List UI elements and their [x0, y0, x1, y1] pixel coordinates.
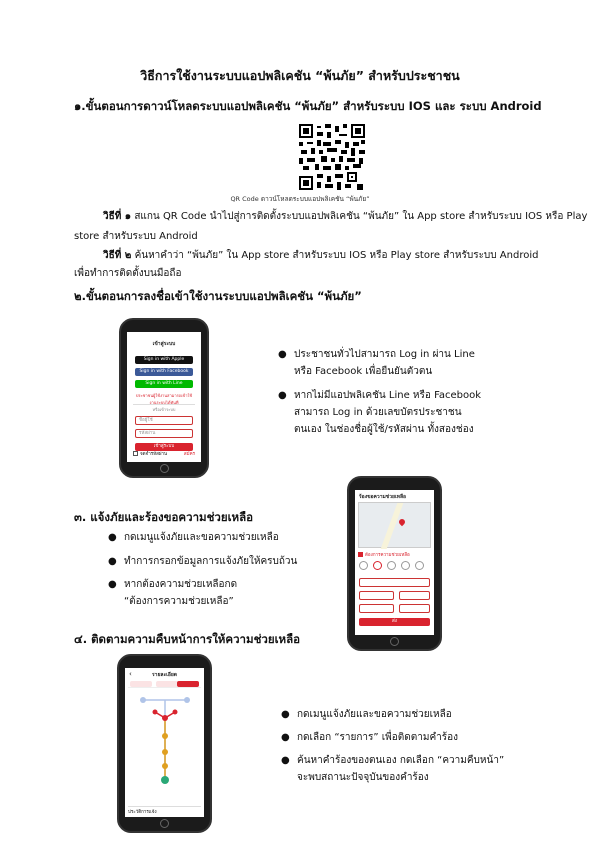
help-label: ต้องการความช่วยเหลือ	[365, 553, 410, 558]
method2-text: ค้นหาคำว่า “พ้นภัย” ใน App store สำหรับระบบ IOS หรือ Play store สำหรับระบบ Android	[131, 250, 539, 261]
timeline-node	[162, 749, 168, 755]
home-button	[390, 637, 399, 646]
timeline-node-current	[161, 776, 169, 784]
bullet-line: หากต้องความช่วยเหลือกด	[124, 579, 238, 590]
disaster-type-icon[interactable]	[387, 561, 396, 570]
timeline-node	[162, 715, 168, 721]
remember-label: จดจำรหัสผ่าน	[140, 452, 168, 457]
bullet-line: กดเมนูแจ้งภัยและขอความช่วยเหลือ	[297, 709, 452, 720]
progress-screen	[125, 668, 204, 817]
map-pin-icon	[398, 518, 406, 526]
disaster-type-icon[interactable]	[373, 561, 382, 570]
facebook-signin-button[interactable]: Sign in with Facebook	[135, 368, 193, 376]
bullet-dot: ●	[278, 390, 287, 401]
progress-footer[interactable]: ประวัติการแจ้ง	[128, 806, 201, 814]
bullet-dot: ●	[281, 732, 290, 743]
bullet-line: ทำการกรอกข้อมูลการแจ้งภัยให้ครบถ้วน	[124, 556, 298, 567]
method1-line1	[103, 208, 587, 225]
bullet-line: “ต้องการความช่วยเหลือ”	[124, 596, 234, 607]
report-map[interactable]	[358, 502, 431, 548]
apple-signin-button[interactable]: Sign in with Apple	[135, 356, 193, 364]
progress-timeline	[125, 690, 204, 790]
section4-heading: ๔. ติดตามความคืบหน้าการให้ความช่วยเหลือ	[74, 632, 301, 646]
progress-tabs	[128, 681, 201, 688]
report-field[interactable]	[359, 578, 430, 587]
method2-line1	[103, 247, 538, 264]
section4-bullet-1	[281, 706, 452, 723]
section2-bullet-2	[278, 387, 482, 438]
login-screen-title: เข้าสู่ระบบ	[152, 341, 176, 347]
register-link[interactable]: สมัคร	[183, 452, 195, 457]
method2-label: วิธีที่ ๒	[103, 250, 132, 261]
bullet-line: จะพบสถานะปัจจุบันของคำร้อง	[297, 772, 429, 783]
remember-checkbox[interactable]	[133, 451, 138, 456]
method1-line2: store สำหรับระบบ Android	[74, 231, 198, 242]
home-button	[160, 464, 169, 473]
report-field[interactable]	[359, 604, 394, 613]
timeline-node	[184, 697, 190, 703]
section2-heading: ๒.ขั้นตอนการลงชื่อเข้าใช้งานระบบแอปพลิเคชัน “พ้นภัย”	[74, 289, 362, 303]
section3-bullet-2	[108, 553, 298, 570]
disaster-type-icon[interactable]	[401, 561, 410, 570]
line-signin-button[interactable]: Sign in with Line	[135, 380, 193, 388]
bullet-line: สามารถ Log in ด้วยเลขบัตรประชาชน	[294, 407, 462, 418]
bullet-line: หรือ Facebook เพื่อยืนยันตัวตน	[294, 366, 433, 377]
login-divider: หรือเข้าระบบ	[133, 404, 195, 413]
login-notice: ประชาชนผู้ใช้งานสามารถเข้าใช้งานระบบได้ทันที	[135, 393, 193, 405]
login-screen	[127, 332, 201, 462]
bullet-dot: ●	[281, 755, 290, 766]
report-screen-title: ร้องขอความช่วยเหลือ	[359, 494, 407, 500]
report-screen	[355, 490, 434, 635]
timeline-node	[173, 710, 178, 715]
report-phone-mockup	[347, 476, 442, 651]
method1-text: สแกน QR Code นำไปสู่การติดตั้งระบบแอปพลิเคชัน “พ้นภัย” ใน App store สำหรับระบบ IOS หรือ Play	[131, 211, 588, 222]
section4-bullet-3	[281, 752, 505, 786]
timeline-node	[140, 697, 146, 703]
timeline-node	[162, 763, 168, 769]
timeline-node	[153, 710, 158, 715]
progress-tab[interactable]	[156, 681, 178, 687]
section2-bullet-1	[278, 346, 475, 380]
username-field[interactable]: ชื่อผู้ใช้	[135, 416, 193, 425]
bullet-line: ตนเอง ในช่องชื่อผู้ใช้/รหัสผ่าน ทั้งสองช่อง	[294, 424, 474, 435]
bullet-line: กดเมนูแจ้งภัยและขอความช่วยเหลือ	[124, 532, 279, 543]
progress-screen-title: รายละเอียด	[151, 672, 178, 678]
bullet-line: ประชาชนทั่วไปสามารถ Log in ผ่าน Line	[294, 349, 475, 360]
bullet-dot: ●	[108, 532, 117, 543]
bullet-dot: ●	[281, 709, 290, 720]
bullet-line: หากไม่มีแอปพลิเคชัน Line หรือ Facebook	[294, 390, 482, 401]
bullet-dot: ●	[108, 579, 117, 590]
help-checkbox[interactable]	[358, 552, 363, 557]
method1-label: วิธีที่ ๑	[103, 211, 132, 222]
progress-tab[interactable]	[130, 681, 152, 687]
progress-tab-active[interactable]	[177, 681, 199, 687]
section4-bullet-2	[281, 729, 459, 746]
bullet-dot: ●	[108, 556, 117, 567]
bullet-dot: ●	[278, 349, 287, 360]
bullet-line: ค้นหาคำร้องของตนเอง กดเลือก “ความคืบหน้า”	[297, 755, 505, 766]
report-time-field[interactable]	[399, 591, 430, 600]
qr-caption: QR Code ดาวน์โหลดระบบแอปพลิเคชัน “พ้นภัย”	[230, 195, 370, 203]
login-button[interactable]: เข้าสู่ระบบ	[135, 443, 193, 451]
back-arrow-icon[interactable]: ‹	[129, 670, 132, 678]
section3-bullet-1	[108, 529, 279, 546]
qr-code[interactable]	[299, 124, 365, 190]
bullet-line: กดเลือก “รายการ” เพื่อติดตามคำร้อง	[297, 732, 459, 743]
password-field[interactable]: รหัสผ่าน	[135, 429, 193, 438]
report-field[interactable]	[399, 604, 430, 613]
report-date-field[interactable]	[359, 591, 394, 600]
login-phone-mockup	[119, 318, 209, 478]
disaster-type-icon[interactable]	[415, 561, 424, 570]
section3-heading: ๓. แจ้งภัยและร้องขอความช่วยเหลือ	[74, 510, 254, 524]
progress-phone-mockup	[117, 654, 212, 833]
section1-heading: ๑.ขั้นตอนการดาวน์โหลดระบบแอปพลิเคชัน “พ้นภัย” สำหรับระบบ IOS และ ระบบ Android	[74, 99, 542, 113]
page-title: วิธีการใช้งานระบบแอปพลิเคชัน “พ้นภัย” สำหรับประชาชน	[140, 68, 460, 83]
home-button	[160, 819, 169, 828]
section3-bullet-3	[108, 576, 238, 610]
disaster-type-icons	[359, 561, 430, 572]
disaster-type-icon[interactable]	[359, 561, 368, 570]
timeline-node	[162, 733, 168, 739]
report-submit-button[interactable]: ส่ง	[359, 618, 430, 626]
method2-line2: เพื่อทำการติดตั้งบนมือถือ	[74, 268, 182, 279]
